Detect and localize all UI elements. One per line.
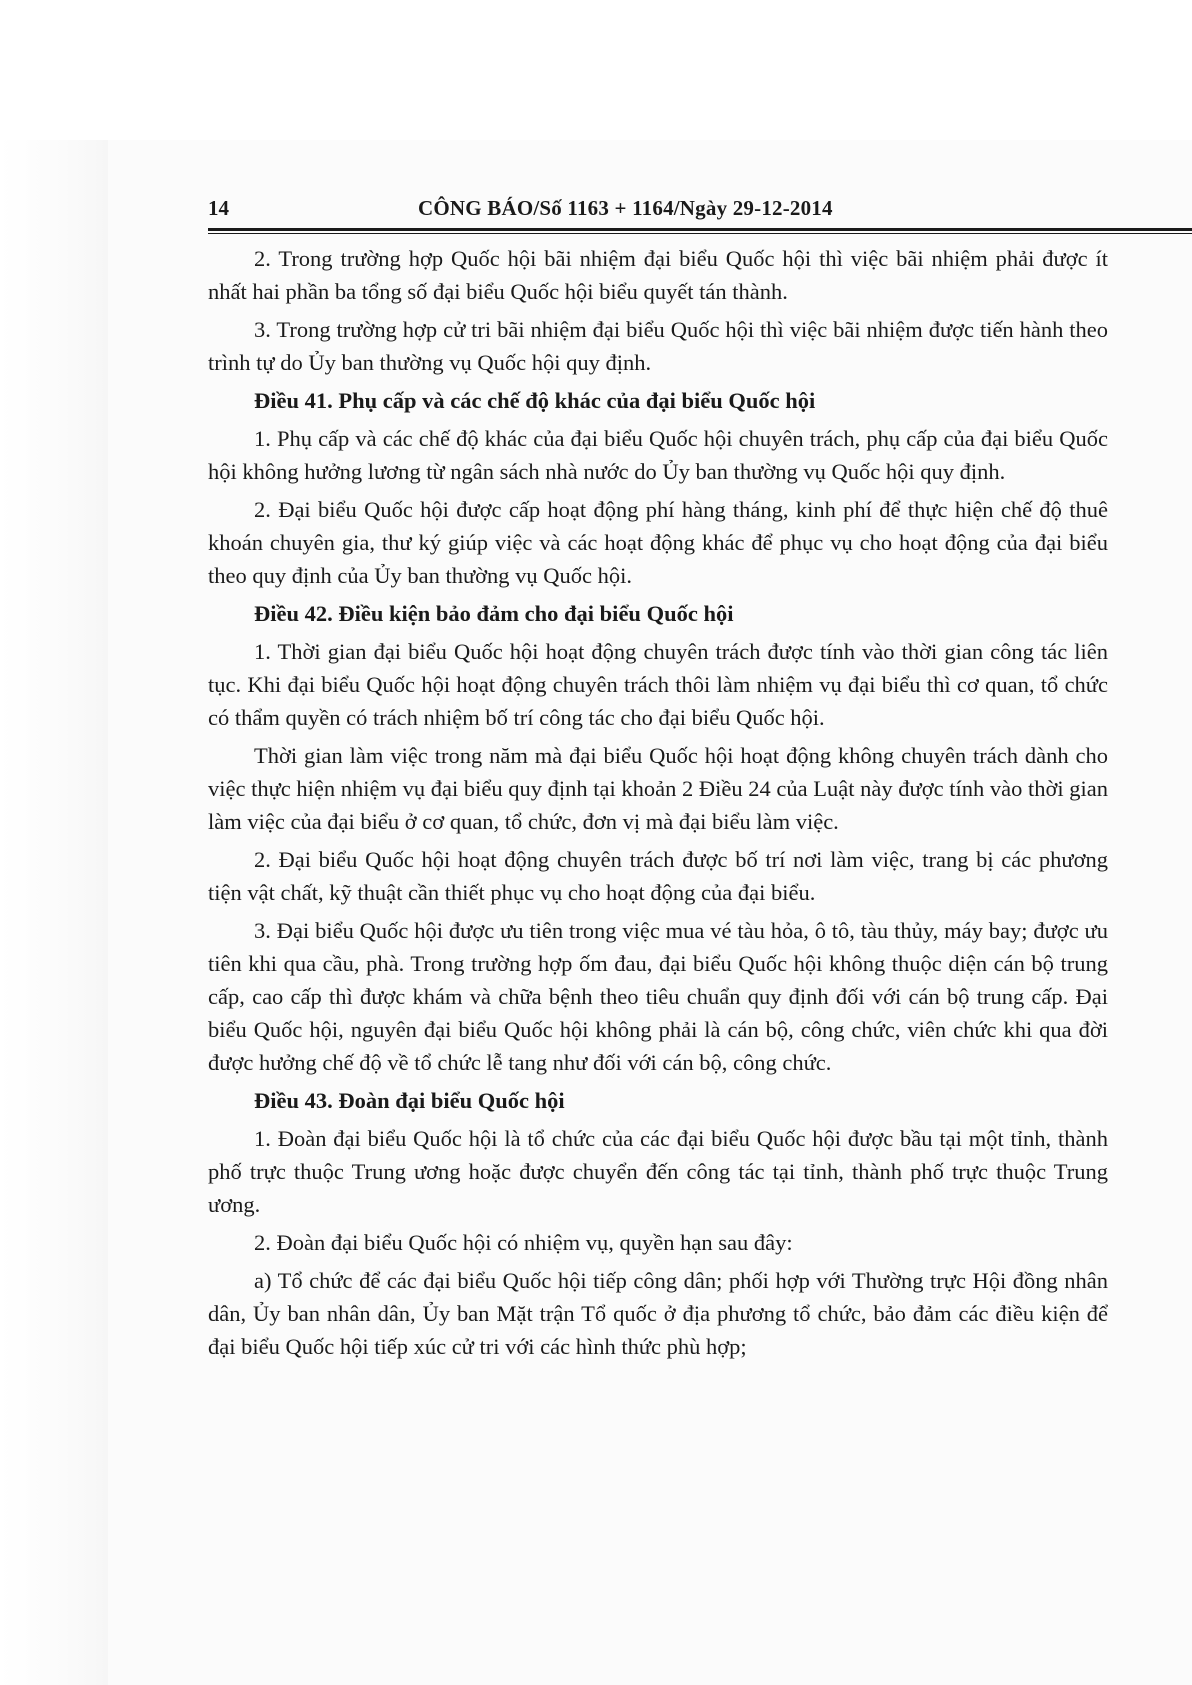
paragraph: 2. Đại biểu Quốc hội hoạt động chuyên trách được bố trí nơi làm việc, trang bị các phương tiện vật chất, kỹ thuật cần thiết phục vụ cho hoạt động của đại biểu.	[208, 847, 1108, 905]
header-rule-thin	[208, 233, 1192, 234]
paragraph: 1. Đoàn đại biểu Quốc hội là tổ chức của các đại biểu Quốc hội được bầu tại một tỉnh, thành phố trực thuộc Trung ương hoặc được chuyển đến công tác tại tỉnh, thành phố trực thuộc Trung ương.	[208, 1126, 1108, 1217]
paragraph: 3. Đại biểu Quốc hội được ưu tiên trong việc mua vé tàu hỏa, ô tô, tàu thủy, máy bay; được ưu tiên khi qua cầu, phà. Trong trường hợp ốm đau, đại biểu Quốc hội không thuộc diện cán bộ trung cấp, cao cấp thì được khám và chữa bệnh theo tiêu chuẩn quy định đối với cán bộ trung cấp. Đại biểu Quốc hội, nguyên đại biểu Quốc hội không phải là cán bộ, công chức, viên chức khi qua đời được hưởng chế độ về tổ chức lễ tang như đối với cán bộ, công chức.	[208, 918, 1108, 1075]
paragraph: 2. Đoàn đại biểu Quốc hội có nhiệm vụ, quyền hạn sau đây:	[254, 1230, 793, 1255]
article-heading: Điều 41. Phụ cấp và các chế độ khác của đại biểu Quốc hội	[254, 388, 816, 413]
header-rule	[208, 228, 1192, 231]
paragraph: 3. Trong trường hợp cử tri bãi nhiệm đại biểu Quốc hội thì việc bãi nhiệm được tiến hành theo trình tự do Ủy ban thường vụ Quốc hội quy định.	[208, 317, 1108, 375]
document-body	[208, 242, 1108, 1368]
article-heading: Điều 42. Điều kiện bảo đảm cho đại biểu Quốc hội	[254, 601, 734, 626]
paragraph: 2. Đại biểu Quốc hội được cấp hoạt động phí hàng tháng, kinh phí để thực hiện chế độ thuê khoán chuyên gia, thư ký giúp việc và các hoạt động khác để phục vụ cho hoạt động của đại biểu theo quy định của Ủy ban thường vụ Quốc hội.	[208, 497, 1108, 588]
page-number: 14	[208, 196, 229, 220]
paragraph: 1. Phụ cấp và các chế độ khác của đại biểu Quốc hội chuyên trách, phụ cấp của đại biểu Quốc hội không hưởng lương từ ngân sách nhà nước do Ủy ban thường vụ Quốc hội quy định.	[208, 426, 1108, 484]
gazette-title: CÔNG BÁO/Số 1163 + 1164/Ngày 29-12-2014	[418, 196, 833, 220]
page-header	[208, 196, 1192, 226]
paragraph: a) Tổ chức để các đại biểu Quốc hội tiếp công dân; phối hợp với Thường trực Hội đồng nhân dân, Ủy ban nhân dân, Ủy ban Mặt trận Tổ quốc ở địa phương tổ chức, bảo đảm các điều kiện để đại biểu Quốc hội tiếp xúc cử tri với các hình thức phù hợp;	[208, 1268, 1108, 1359]
paragraph: Thời gian làm việc trong năm mà đại biểu Quốc hội hoạt động không chuyên trách dành cho việc thực hiện nhiệm vụ đại biểu quy định tại khoản 2 Điều 24 của Luật này được tính vào thời gian làm việc của đại biểu ở cơ quan, tổ chức, đơn vị mà đại biểu làm việc.	[208, 743, 1108, 834]
paragraph: 1. Thời gian đại biểu Quốc hội hoạt động chuyên trách được tính vào thời gian công tác liên tục. Khi đại biểu Quốc hội hoạt động chuyên trách thôi làm nhiệm vụ đại biểu thì cơ quan, tổ chức có thẩm quyền có trách nhiệm bố trí công tác cho đại biểu Quốc hội.	[208, 639, 1108, 730]
scan-margin	[0, 140, 108, 1685]
paragraph: 2. Trong trường hợp Quốc hội bãi nhiệm đại biểu Quốc hội thì việc bãi nhiệm phải được ít nhất hai phần ba tổng số đại biểu Quốc hội biểu quyết tán thành.	[208, 246, 1108, 304]
article-heading: Điều 43. Đoàn đại biểu Quốc hội	[254, 1088, 565, 1113]
